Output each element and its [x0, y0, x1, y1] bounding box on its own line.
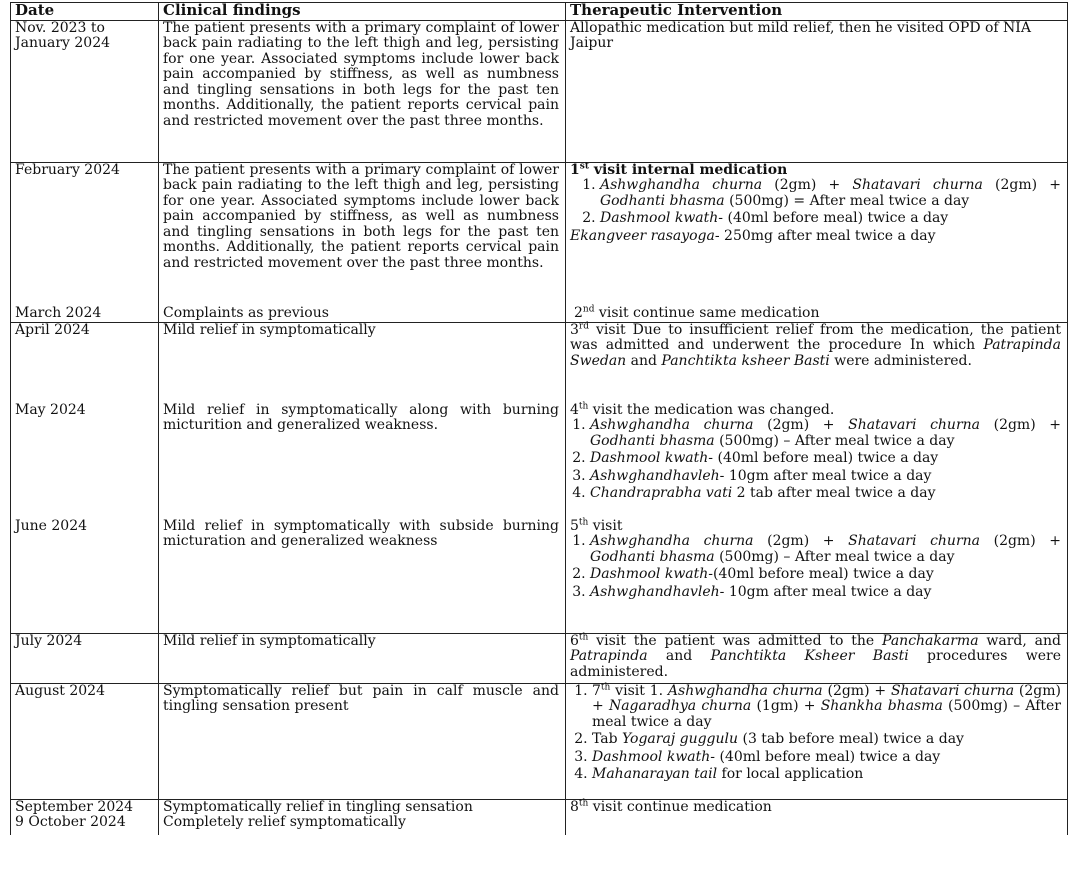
date-cell: Nov. 2023 to January 2024	[11, 20, 159, 162]
intervention-cell: Allopathic medication but mild relief, then he visited OPD of NIA Jaipur	[566, 20, 1068, 162]
visit-1-heading: 1st visit internal medication	[570, 160, 788, 178]
table-row	[11, 162, 1068, 322]
findings-cell	[159, 322, 566, 633]
date-cell	[11, 322, 159, 633]
date-may: May 2024	[15, 401, 86, 418]
list-item: 2. Dashmool kwath- (40ml before meal) twice a day	[600, 211, 1061, 227]
medication-list	[570, 178, 1061, 227]
date-cell	[11, 162, 159, 322]
list-item: 1. Ashwghandha churna (2gm) + Shatavari churna (2gm) + Godhanti bhasma (500mg) – After meal twice a day	[590, 534, 1061, 565]
intervention-header: Therapeutic Intervention	[566, 3, 1068, 21]
extra-medication: Ekangveer rasayoga- 250mg after meal twice a day	[570, 227, 936, 244]
visit-2-note: 2nd visit continue same medication	[574, 303, 820, 321]
list-item: 2. Dashmool kwath- (40ml before meal) twice a day	[590, 451, 1061, 467]
findings-cell	[159, 162, 566, 322]
date-cell: August 2024	[11, 683, 159, 799]
list-item: 4. Chandraprabha vati 2 tab after meal twice a day	[590, 486, 1061, 502]
date-cell: July 2024	[11, 633, 159, 683]
table-row	[11, 799, 1068, 835]
list-item: 1. Ashwghandha churna (2gm) + Shatavari churna (2gm) + Godhanti bhasma (500mg) – After meal twice a day	[590, 418, 1061, 449]
date-april: April 2024	[15, 321, 90, 338]
findings-march: Complaints as previous	[163, 304, 329, 321]
medication-list	[570, 681, 1062, 783]
date-june: June 2024	[15, 517, 88, 534]
header-row	[11, 3, 1068, 21]
intervention-cell	[566, 322, 1068, 633]
findings-september: Symptomatically relief in tingling sensation	[163, 798, 473, 815]
list-item: 1. 7th visit 1. Ashwghandha churna (2gm) + Shatavari churna (2gm) + Nagaradhya churna (1gm) + Shankha bhasma (500mg) – After meal twice a day	[592, 684, 1061, 731]
medication-list	[570, 418, 1061, 502]
findings-february: The patient presents with a primary complaint of lower back pain radiating to the left thigh and leg, persisting for one year. Associated symptoms include lower back pain accompanied by stiffness, as well as numbness and tingling sensations in both legs for the past ten months. Additionally, the patient reports cervical pain and restricted movement over the past three months.	[163, 161, 559, 271]
findings-cell: Symptomatically relief but pain in calf muscle and tingling sensation present	[159, 683, 566, 799]
treatment-timeline-table	[10, 2, 1068, 835]
list-item: 3. Ashwghandhavleh- 10gm after meal twice a day	[590, 469, 1061, 485]
intervention-cell: 6th visit the patient was admitted to the Panchakarma ward, and Patrapinda and Panchtikta Ksheer Basti procedures were administered.	[566, 633, 1068, 683]
findings-june: Mild relief in symptomatically with subside burning micturation and generalized weakness	[163, 517, 559, 549]
table-row	[11, 633, 1068, 683]
date-october: 9 October 2024	[15, 814, 126, 830]
date-cell	[11, 799, 159, 835]
list-item: 3. Ashwghandhavleh- 10gm after meal twice a day	[590, 585, 1061, 601]
intervention-cell: 8th visit continue medication	[566, 799, 1068, 835]
visit-4-heading: 4th visit the medication was changed.	[570, 400, 835, 418]
list-item: 2. Tab Yogaraj guggulu (3 tab before meal) twice a day	[592, 732, 1061, 748]
findings-cell: The patient presents with a primary complaint of lower back pain radiating to the left thigh and leg, persisting for one year. Associated symptoms include lower back pain accompanied by stiffness, as well as numbness and tingling sensations in both legs for the past ten months. Additionally, the patient reports cervical pain and restricted movement over the past three months.	[159, 20, 566, 162]
date-march: March 2024	[15, 304, 102, 321]
table-row	[11, 20, 1068, 162]
findings-header: Clinical findings	[159, 3, 566, 21]
table-row	[11, 322, 1068, 633]
list-item: 3. Dashmool kwath- (40ml before meal) twice a day	[592, 750, 1061, 766]
intervention-cell	[566, 683, 1068, 799]
findings-cell	[159, 799, 566, 835]
visit-3-note: 3rd visit Due to insufficient relief from the medication, the patient was admitted and underwent the procedure In which Patrapinda Swedan and Panchtikta ksheer Basti were administered.	[570, 320, 1061, 369]
date-september: September 2024	[15, 798, 134, 815]
table-row	[11, 683, 1068, 799]
findings-october: Completely relief symptomatically	[163, 814, 406, 830]
intervention-cell	[566, 162, 1068, 322]
date-header: Date	[11, 3, 159, 21]
visit-5-heading: 5th visit	[570, 516, 623, 534]
findings-may: Mild relief in symptomatically along with burning micturition and generalized weakness.	[163, 401, 559, 433]
list-item: 2. Dashmool kwath-(40ml before meal) twice a day	[590, 567, 1061, 583]
medication-list	[570, 534, 1061, 600]
list-item: 1. Ashwghandha churna (2gm) + Shatavari churna (2gm) + Godhanti bhasma (500mg) = After meal twice a day	[600, 178, 1061, 209]
findings-april: Mild relief in symptomatically	[163, 321, 376, 338]
date-february: February 2024	[15, 161, 120, 178]
list-item: 4. Mahanarayan tail for local application	[592, 767, 1061, 783]
findings-cell: Mild relief in symptomatically	[159, 633, 566, 683]
